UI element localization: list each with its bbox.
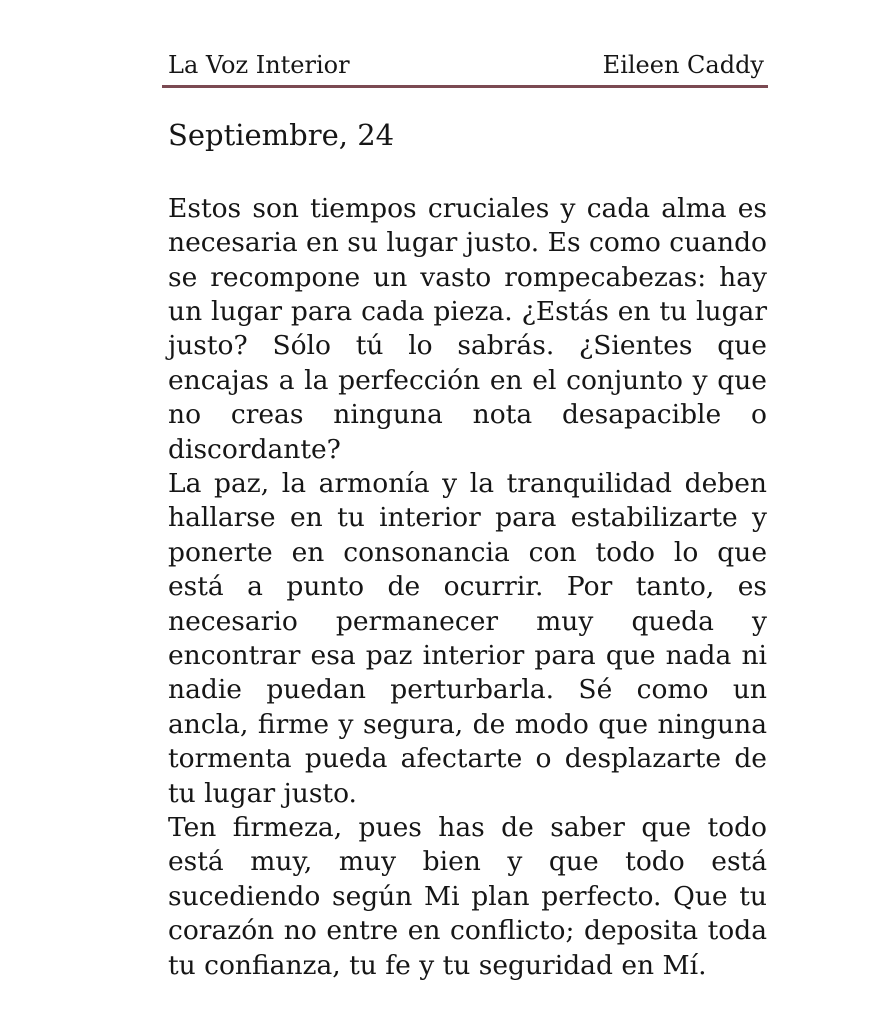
entry-text [162,192,768,983]
author-name: Eileen Caddy [602,51,764,79]
date-heading: Septiembre, 24 [168,118,395,153]
page-content [162,52,768,983]
paragraph: Ten firmeza, pues has de saber que todo está muy, muy bien y que todo está sucediendo según Mi plan perfecto. Que tu corazón no entre en conflicto; deposita toda tu confianza, tu fe y tu seguridad en Mí. [168,812,767,981]
book-title: La Voz Interior [168,51,350,79]
paragraph: Estos son tiempos cruciales y cada alma es necesaria en su lugar justo. Es como cuando se recompone un vasto rompecabezas: hay un lugar para cada pieza. ¿Estás en tu lugar justo? Sólo tú lo sabrás. ¿Sientes que encajas a la perfección en el conjunto y que no creas ninguna nota desapacible o discordante? [168,192,767,465]
paragraph: La paz, la armonía y la tranquilidad deben hallarse en tu interior para estabilizarte y ponerte en consonancia con todo lo que está a punto de ocurrir. Por tanto, es necesario permanecer muy queda y encontrar esa paz interior para que nada ni nadie puedan perturbarla. Sé como un ancla, firme y segura, de modo que ninguna tormenta pueda afectarte o desplazarte de tu lugar justo. [168,467,767,809]
running-header [162,52,768,88]
